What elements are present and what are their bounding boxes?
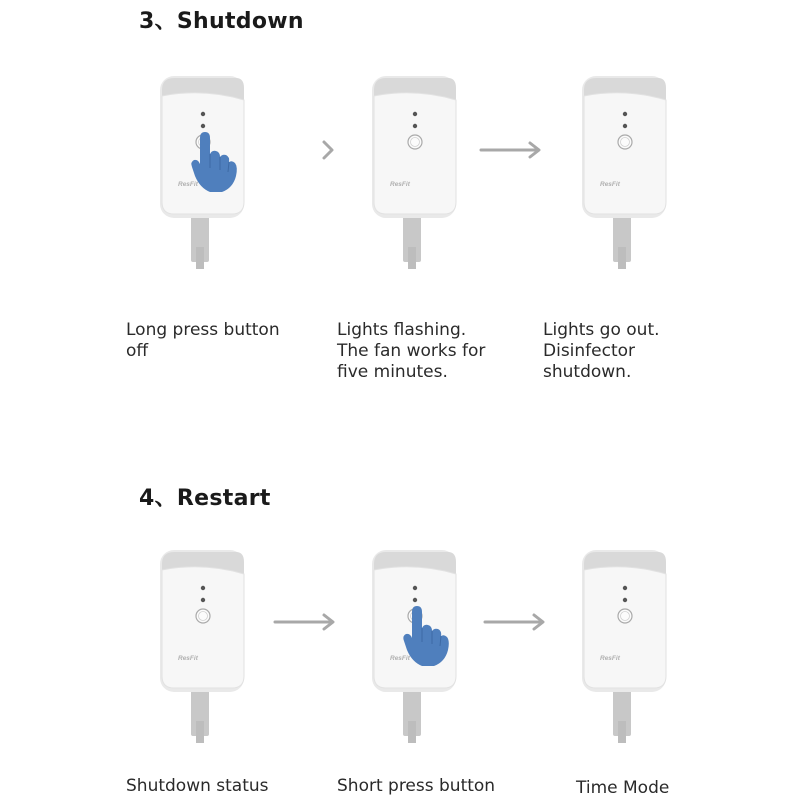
brand-logo: ResFit: [178, 655, 198, 662]
device-shutdown-step-3: [570, 72, 680, 272]
arrow-right-icon: [478, 138, 544, 162]
device-restart-step-3: [570, 546, 680, 746]
chevron-right-icon: [318, 138, 338, 162]
uv-disinfector-device: [148, 546, 258, 746]
uv-disinfector-device: [360, 546, 470, 746]
device-restart-step-1: [148, 546, 258, 746]
uv-disinfector-device: [360, 72, 470, 272]
uv-disinfector-device: [148, 72, 258, 272]
caption-shutdown-step-1: Long press button off: [126, 320, 280, 361]
caption-restart-step-3: Time Mode: [576, 778, 670, 798]
brand-logo: ResFit: [600, 655, 620, 662]
caption-shutdown-step-2: Lights flashing. The fan works for five minutes.: [337, 320, 486, 382]
caption-restart-step-2: Short press button: [337, 776, 496, 796]
arrow-right-icon: [482, 610, 548, 634]
arrow-right-icon: [272, 610, 338, 634]
brand-logo: ResFit: [390, 655, 410, 662]
caption-restart-step-1: Shutdown status: [126, 776, 269, 796]
uv-disinfector-device: [570, 72, 680, 272]
device-shutdown-step-1: [148, 72, 258, 272]
caption-shutdown-step-3: Lights go out. Disinfector shutdown.: [543, 320, 660, 382]
device-restart-step-2: [360, 546, 470, 746]
uv-disinfector-device: [570, 546, 680, 746]
brand-logo: ResFit: [600, 181, 620, 188]
device-shutdown-step-2: [360, 72, 470, 272]
brand-logo: ResFit: [178, 181, 198, 188]
section-title-shutdown: 3、Shutdown: [139, 9, 304, 34]
section-title-restart: 4、Restart: [139, 486, 271, 511]
brand-logo: ResFit: [390, 181, 410, 188]
